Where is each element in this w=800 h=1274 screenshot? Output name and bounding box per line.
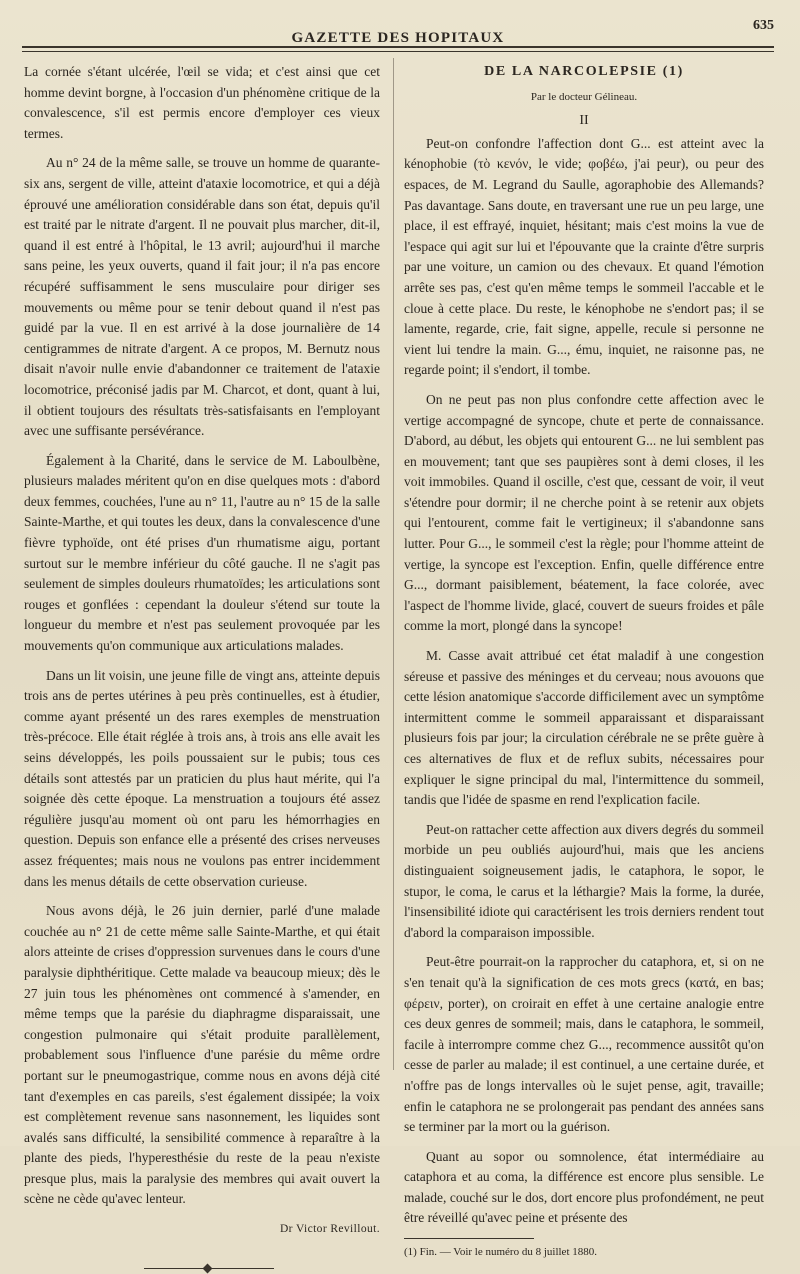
column-divider xyxy=(393,58,394,1070)
right-paragraph: M. Casse avait attribué cet état maladif à une congestion séreuse et passive des méninges et du cerveau; nous avouons que cette lésion anatomique s'accorde difficilement avec un symptôme intermittent comme le sommeil apparaissant et disparaissant plusieurs fois par jour; la circulation cérébrale ne se prête guère à ces alternatives de flux et de reflux subits, nécessaires pour expliquer le signe principal du mal, l'intermittence du sommeil, tandis que l'idée de spasme en rend l'explication facile. xyxy=(404,648,764,808)
page-number: 635 xyxy=(753,18,774,33)
left-paragraph: Dans un lit voisin, une jeune fille de vingt ans, atteinte depuis trois ans de pertes utérines à peu près continuelles, est à étudier, comme ayant présenté un des rares exemples de menstruation très-précoce. Elle était réglée à trois ans, à trois ans elle avait les seins développés, les poils poussaient sur le pubis; tous ces détails sont attestés par un praticien du plus haut mérite, qui l'a soignée dès cette époque. La menstruation a toujours été assez régulière jusqu'au moment où ont paru les hémorrhagies en question. Depuis son enfance elle a présenté des crises nerveuses assez fréquentes; mais nous ne voulons pas entrer incidemment dans les menus détails de cette observation curieuse. xyxy=(24,667,380,889)
footnote-rule xyxy=(404,1238,534,1239)
right-paragraph: Peut-on confondre l'affection dont G... est atteint avec la kénophobie (τὸ κενόν, le vide; φοβέω, j'ai peur), ou peur des espaces, de M. Legrand du Saulle, agoraphobie des Allemands? Pas davantage. Sans doute, en traversant une rue un peu large, une place, il est effrayé, inquiet, hésitant; mais c'est moins la vue de l'espace qui agit sur lui et l'épouvante que la crainte d'être surpris par une voiture, un camion ou des chevaux. Et quand l'émotion arrête ses pas, c'est qu'en même temps le sommeil l'accable et le cloue à cette place. Du reste, le kénophobe ne s'endort pas; il se lamente, regarde, crie, fait signe, appelle, recule si personne ne vient lui tendre la main. G..., ému, inquiet, ne raisonne pas, ne regarde point; il s'endort, il tombe. xyxy=(404,135,764,378)
right-paragraph: On ne peut pas non plus confondre cette affection avec le vertige accompagné de syncope, chute et perte de connaissance. D'abord, au début, les objets qui entourent G... ne lui semblent pas en mouvement; tant que ses paupières sont à demi closes, il les voit immobiles. Quand il oscille, c'est que, cessant de voir, il veut s'étendre pour dormir; il ne cherche point à se retenir aux objets qui l'entourent, comme fait le vertigineux; il s'abandonne sans lutter. Pour G..., le sommeil c'est la règle; pour l'homme atteint de vertige, la syncope est l'exception. Enfin, quelle différence entre G..., dormant paisiblement, béatement, la face colorée, avec l'aspect de l'homme livide, glacé, couvert de sueurs froides et pâle comme la mort, plongé dans la syncope! xyxy=(404,391,764,634)
section-numeral: II xyxy=(579,113,589,129)
header-rule xyxy=(22,46,774,48)
left-paragraph: Nous avons déjà, le 26 juin dernier, parlé d'une malade couchée au n° 21 de cette même salle Sainte-Marthe, et qui était alors atteinte de crises d'oppression survenues dans le cours d'une paralysie diphthéritique. Cette malade va beaucoup mieux; dès le 27 juin tous les phénomènes ont commencé à s'amender, en même temps que la parésie du diaphragme disparaissait, une congestion pulmonaire qui s'était produite parallèlement, probablement sous l'influence d'une parésie du même ordre portant sur le pneumogastrique, comme nous en avons déjà cité tant d'exemples en cas pareils, s'est également dissipée; la voix est complètement revenue sans nasonnement, les liquides sont avalés sans difficulté, la sensibilité commence à reparaître à la plante des pieds, l'hyperesthésie du reste de la peau n'existe presque plus, mais la paralysie des membres qui avait ouvert la scène ne cède qu'avec lenteur. xyxy=(24,903,380,1207)
ornament-diamond xyxy=(203,1263,213,1273)
left-column xyxy=(24,62,380,1274)
left-paragraph: Également à la Charité, dans le service de M. Laboulbène, plusieurs malades méritent qu'on en dise quelques mots : d'abord deux femmes, couchées, l'une au n° 11, l'autre au n° 15 de la salle Sainte-Marthe, et qui toutes les deux, dans la convalescence d'une fièvre typhoïde, ont été prises d'un rhumatisme aigu, portant surtout sur le membre inférieur du côté gauche. Il ne s'agit pas seulement de simples douleurs rhumatoïdes; les articulations sont rouges et gonflées : cependant la douleur s'étend sur toute la longueur du membre et n'est pas seulement provoquée par les mouvements qu'on communique aux articulations malades. xyxy=(24,452,380,654)
article-title: DE LA NARCOLEPSIE (1) xyxy=(484,64,684,79)
author-signature: Dr Victor Revillout. xyxy=(279,1223,380,1236)
footnote: (1) Fin. — Voir le numéro du 8 juillet 1880. xyxy=(404,1246,597,1259)
journal-title: GAZETTE DES HOPITAUX xyxy=(291,30,505,46)
header-rule-thin xyxy=(22,51,774,52)
right-paragraph: Peut-être pourrait-on la rapprocher du cataphora, et, si on ne s'en tenait qu'à la signification de ces mots grecs (κατά, en bas; φέρειν, porter), on croirait en effet à une certaine analogie entre ces deux genres de sommeil; mais, dans le cataphora, le sommeil, facile à interrompre comme chez G..., recommence aussitôt qu'on cesse de parler au malade; il est continuel, a une certaine durée, et n'offre pas de longs intervalles où le sujet pense, agit, travaille; enfin le cataphora ne se prolongerait pas pendant des années sans se terminer par la mort ou la guérison. xyxy=(404,954,764,1135)
end-ornament xyxy=(144,1264,274,1274)
right-column xyxy=(404,62,764,1259)
left-paragraph: Au n° 24 de la même salle, se trouve un homme de quarante-six ans, sergent de ville, atteint d'ataxie locomotrice, et qui a déjà éprouvé une amélioration considérable dans son état, depuis qu'il est traité par le nitrate d'argent. Il ne pouvait plus marcher, dit-il, quand il est entré à l'hôpital, le 13 avril; aujourd'hui il marche sans peine, les yeux ouverts, quand il fait jour; il n'a pas encore récupéré suffisamment le sens musculaire pour diriger ses mouvements ou même pour se tenir debout quand il n'est pas guidé par la vue. Il en est arrivé à la dose journalière de 14 centigrammes de nitrate d'argent. A ce propos, M. Bernutz nous disait n'avoir nulle envie d'abandonner ce traitement de l'ataxie locomotrice, préconisé jadis par M. Charcot, et dont, quant à lui, il obtient toujours des résultats très-satisfaisants en l'employant avec une suffisante persévérance. xyxy=(24,155,380,439)
right-paragraph: Peut-on rattacher cette affection aux divers degrés du sommeil morbide un peu oubliés aujourd'hui, mais que les anciens distinguaient soigneusement jadis, le cataphora, le sopor, le stupor, le coma, le carus et la léthargie? Mais la forme, la durée, l'insensibilité idiote qui caractérisent les trois derniers rendent tout d'abord la comparaison impossible. xyxy=(404,821,764,940)
left-paragraph: La cornée s'étant ulcérée, l'œil se vida; et c'est ainsi que cet homme devint borgne, à l'occasion d'un phénomène critique de la convalescence, s'il est permis encore d'employer ces vieux termes. xyxy=(24,64,380,141)
article-byline: Par le docteur Gélineau. xyxy=(530,90,638,103)
right-paragraph: Quant au sopor ou somnolence, état intermédiaire au cataphora et au coma, la différence est encore plus sensible. Le malade, couché sur le dos, dort encore plus profondément, ne peut être réveillé qu'avec peine et présente des xyxy=(404,1148,764,1226)
